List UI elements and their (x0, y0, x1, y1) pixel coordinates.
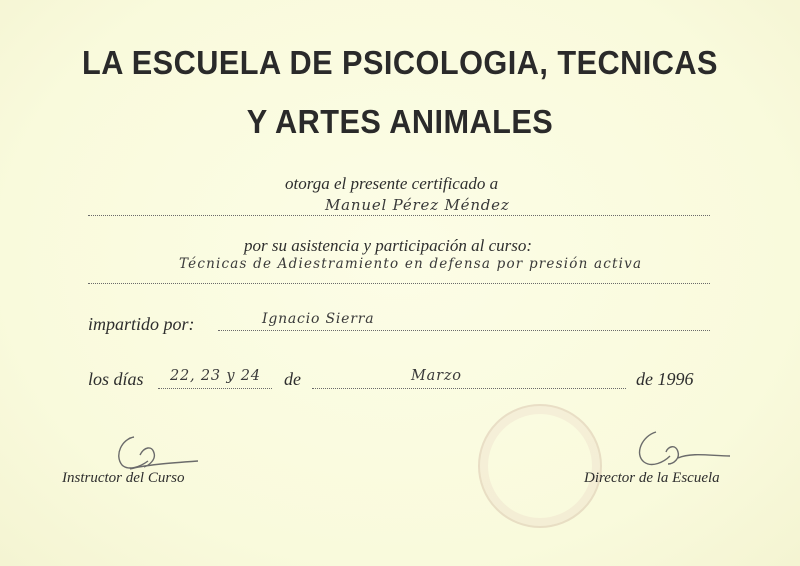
days-value: 22, 23 y 24 (170, 368, 261, 384)
recipient-name: Manuel Pérez Méndez (325, 196, 510, 214)
year-text: de 1996 (636, 369, 694, 389)
of-label: de (284, 369, 301, 389)
course-name: Técnicas de Adiestramiento en defensa por presión activa (179, 256, 643, 272)
instructor-name: Ignacio Sierra (262, 311, 375, 327)
days-label: los días (88, 369, 144, 389)
month-value: Marzo (411, 368, 462, 384)
recipient-dotted-line (88, 215, 710, 216)
certificate-title-line1: LA ESCUELA DE PSICOLOGIA, TECNICAS (82, 44, 718, 81)
director-signature-label: Director de la Escuela (584, 470, 720, 486)
taught-by-label: impartido por: (88, 314, 195, 334)
month-dotted-line (312, 388, 626, 389)
certificate-title-line2: Y ARTES ANIMALES (246, 103, 554, 140)
days-dotted-line (158, 388, 272, 389)
attendance-text: por su asistencia y participación al curso: (244, 236, 533, 255)
instructor-dotted-line (218, 330, 710, 331)
faded-seal-stamp (478, 404, 602, 528)
course-dotted-line (88, 283, 710, 284)
grant-text: otorga el presente certificado a (285, 174, 499, 193)
instructor-signature-label: Instructor del Curso (62, 470, 185, 486)
